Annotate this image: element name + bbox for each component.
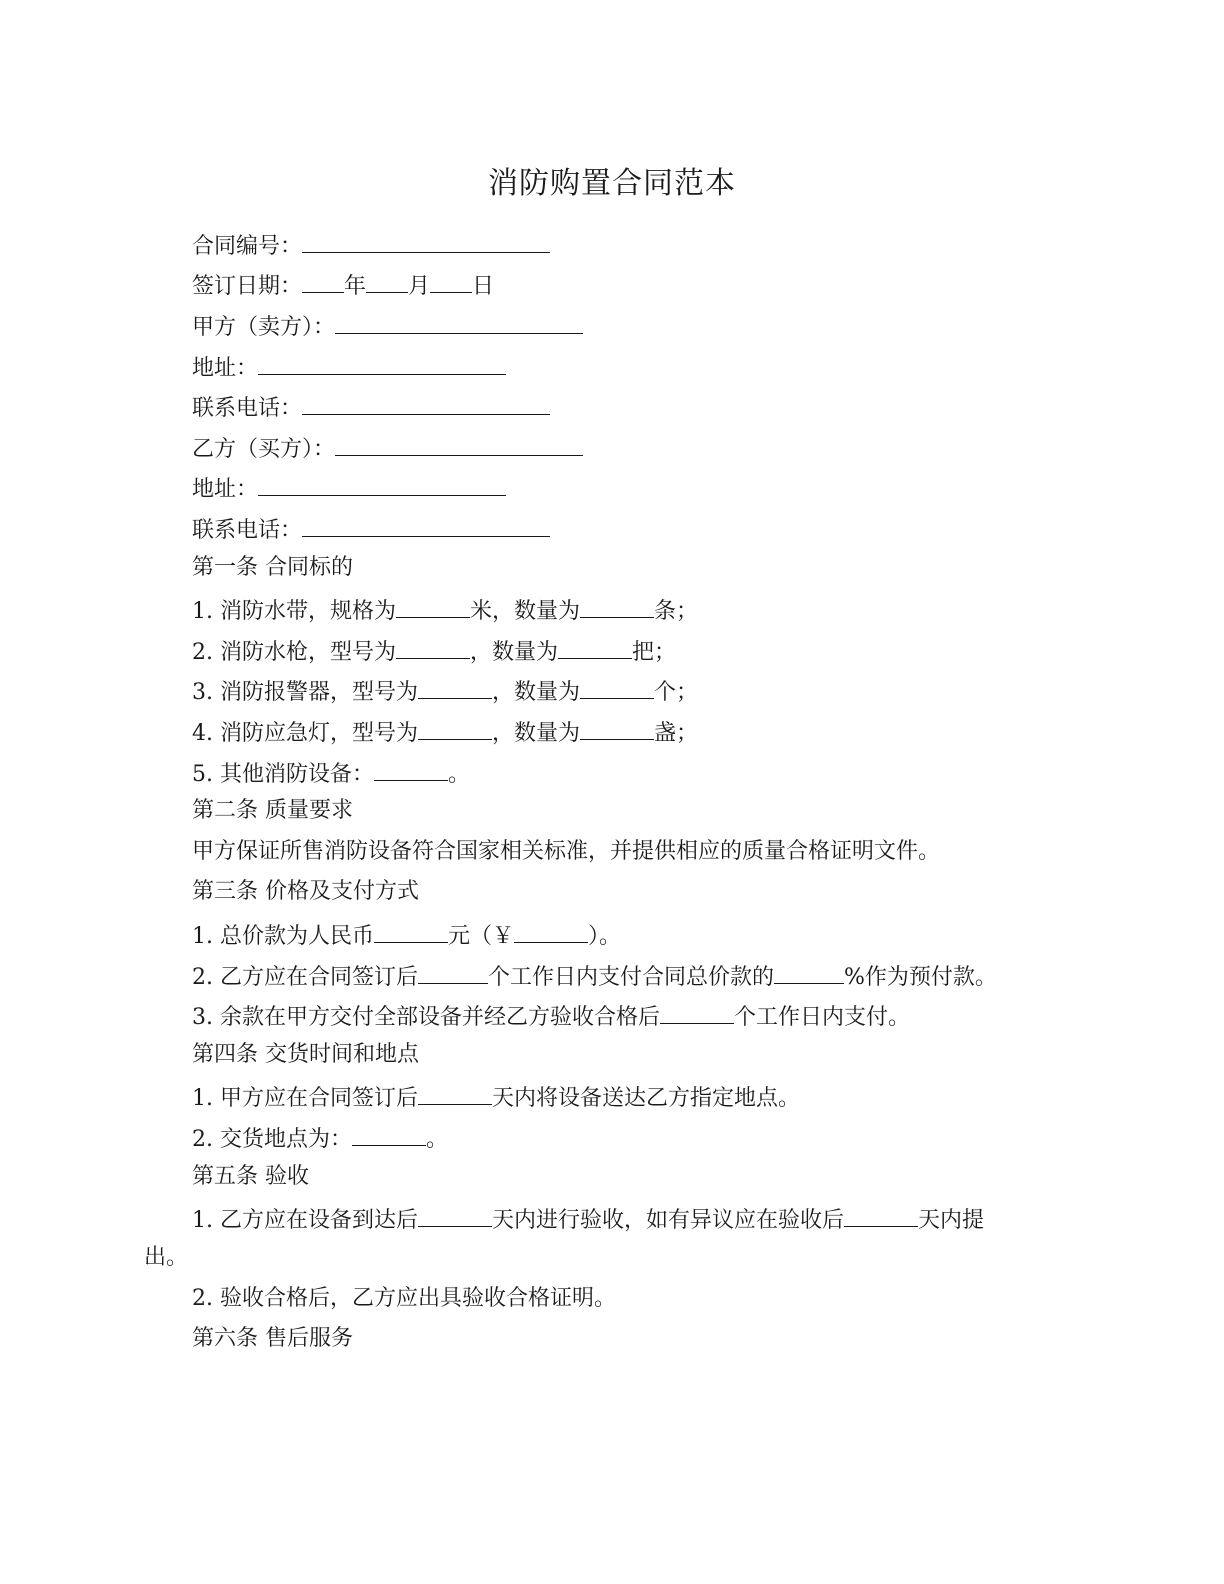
alarm-qty-blank[interactable] (580, 674, 654, 699)
prepay-days-blank[interactable] (418, 959, 488, 984)
phone-a-line (192, 390, 550, 424)
party-a-blank[interactable] (335, 309, 583, 334)
item-text: 3. 余款在甲方交付全部设备并经乙方验收合格后 (192, 1005, 660, 1030)
contract-number-blank[interactable] (302, 228, 550, 253)
article-1-item-2 (192, 634, 676, 668)
article-5-heading: 第五条 验收 (192, 1164, 309, 1189)
item-text: 1. 总价款为人民币 (192, 924, 374, 949)
article-3-heading: 第三条 价格及支付方式 (192, 879, 419, 904)
article-3-item-1 (192, 918, 621, 952)
item-text: 天内进行验收，如有异议应在验收后 (491, 1208, 844, 1233)
year-label: 年 (344, 274, 367, 299)
party-b-line (192, 431, 583, 465)
item-text: 天内提 (918, 1208, 985, 1233)
item-text: 3. 消防报警器，型号为 (192, 680, 418, 705)
hose-qty-blank[interactable] (580, 593, 654, 618)
address-b-blank[interactable] (258, 471, 506, 496)
article-1-item-1 (192, 593, 698, 627)
total-price-words-blank[interactable] (374, 918, 448, 943)
item-text: 条； (654, 599, 699, 624)
item-text: 。 (425, 1127, 448, 1152)
article-5-item-1 (192, 1202, 984, 1236)
item-text: 1. 消防水带，规格为 (192, 599, 396, 624)
phone-a-label: 联系电话： (192, 396, 303, 421)
day-label: 日 (472, 274, 495, 299)
month-blank[interactable] (366, 268, 408, 293)
article-1-heading: 第一条 合同标的 (192, 555, 353, 580)
item-text: 把； (632, 640, 677, 665)
nozzle-qty-blank[interactable] (558, 634, 632, 659)
objection-days-blank[interactable] (844, 1202, 918, 1227)
balance-days-blank[interactable] (660, 999, 734, 1024)
item-text: 2. 乙方应在合同签订后 (192, 965, 418, 990)
article-2-text: 甲方保证所售消防设备符合国家相关标准，并提供相应的质量合格证明文件。 (192, 839, 941, 864)
party-b-label: 乙方（买方）： (192, 437, 336, 462)
contract-number-line (192, 228, 550, 262)
article-2-heading: 第二条 质量要求 (192, 798, 353, 823)
delivery-days-blank[interactable] (418, 1080, 492, 1105)
hose-spec-blank[interactable] (396, 593, 470, 618)
item-text: 1. 甲方应在合同签订后 (192, 1086, 418, 1111)
address-a-line (192, 350, 506, 384)
year-blank[interactable] (302, 268, 344, 293)
article-4-item-1 (192, 1080, 800, 1114)
item-text: 个工作日内支付。 (734, 1005, 911, 1030)
article-6-heading: 第六条 售后服务 (192, 1326, 353, 1351)
sign-date-line (192, 268, 494, 302)
item-text: %作为预付款。 (844, 965, 997, 990)
total-price-number-blank[interactable] (514, 918, 588, 943)
delivery-place-blank[interactable] (352, 1121, 426, 1146)
item-text: 2. 交货地点为： (192, 1127, 352, 1152)
item-text: 1. 乙方应在设备到达后 (192, 1208, 418, 1233)
inspection-days-blank[interactable] (418, 1202, 492, 1227)
item-text: 米，数量为 (469, 599, 580, 624)
document-title: 消防购置合同范本 (488, 166, 736, 201)
other-equipment-blank[interactable] (374, 756, 448, 781)
sign-date-label: 签订日期： (192, 274, 303, 299)
item-text: ）。 (588, 924, 622, 949)
prepay-percent-blank[interactable] (774, 959, 844, 984)
month-label: 月 (408, 274, 431, 299)
address-b-line (192, 471, 506, 505)
item-text: ，数量为 (491, 721, 580, 746)
light-model-blank[interactable] (418, 715, 492, 740)
article-3-item-3 (192, 999, 910, 1033)
item-text: 天内将设备送达乙方指定地点。 (491, 1086, 800, 1111)
day-blank[interactable] (430, 268, 472, 293)
alarm-model-blank[interactable] (418, 674, 492, 699)
address-b-label: 地址： (192, 477, 259, 502)
party-b-blank[interactable] (335, 431, 583, 456)
article-4-item-2 (192, 1121, 448, 1155)
contract-number-label: 合同编号： (192, 234, 303, 259)
address-a-label: 地址： (192, 356, 259, 381)
item-text: ，数量为 (491, 680, 580, 705)
nozzle-model-blank[interactable] (396, 634, 470, 659)
item-text: ，数量为 (469, 640, 558, 665)
item-text: 4. 消防应急灯，型号为 (192, 721, 418, 746)
item-text: 。 (447, 762, 470, 787)
article-1-item-4 (192, 715, 698, 749)
party-a-line (192, 309, 583, 343)
article-5-item-1-continuation: 出。 (144, 1245, 189, 1270)
item-text: 盏； (654, 721, 699, 746)
item-text: 个工作日内支付合同总价款的 (487, 965, 774, 990)
article-1-item-3 (192, 674, 698, 708)
light-qty-blank[interactable] (580, 715, 654, 740)
phone-b-label: 联系电话： (192, 518, 303, 543)
phone-a-blank[interactable] (302, 390, 550, 415)
item-text: 个； (654, 680, 699, 705)
article-3-item-2 (192, 959, 997, 993)
phone-b-blank[interactable] (302, 512, 550, 537)
address-a-blank[interactable] (258, 350, 506, 375)
item-text: 元（￥ (447, 924, 514, 949)
phone-b-line (192, 512, 550, 546)
article-1-item-5 (192, 756, 470, 790)
item-text: 2. 消防水枪，型号为 (192, 640, 396, 665)
article-5-item-2: 2. 验收合格后，乙方应出具验收合格证明。 (192, 1286, 616, 1311)
party-a-label: 甲方（卖方）： (192, 315, 336, 340)
item-text: 5. 其他消防设备： (192, 762, 374, 787)
article-4-heading: 第四条 交货时间和地点 (192, 1042, 419, 1067)
